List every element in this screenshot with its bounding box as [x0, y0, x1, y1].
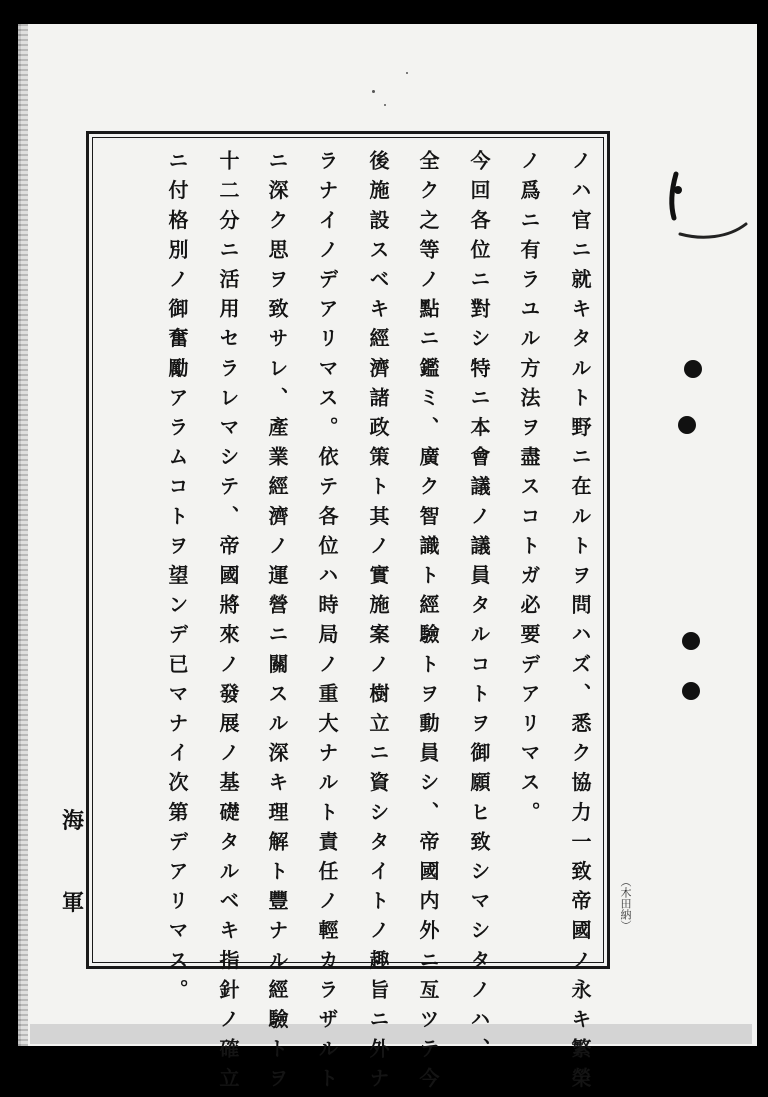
text-column-8: 十二分ニ活用セラレマシテ、帝國將來ノ發展ノ基礎タルベキ指針ノ確立 — [216, 150, 240, 1097]
handwritten-mark — [662, 160, 752, 250]
page-edge — [18, 24, 28, 1046]
text-column-4: 全ク之等ノ點ニ鑑ミ、廣ク智識ト經驗トヲ動員シ、帝國内外ニ亙ツテ今 — [416, 150, 440, 1097]
paper-speck — [384, 104, 386, 106]
text-column-9: ニ付格別ノ御奮勵アラムコトヲ望ンデ已マナイ次第デアリマス。 — [165, 150, 189, 1009]
text-column-5: 後施設スベキ經濟諸政策ト其ノ實施案ノ樹立ニ資シタイトノ趣旨ニ外ナ — [366, 150, 390, 1097]
stamp-label: （木田納） — [619, 875, 632, 931]
text-column-6: ラナイノデアリマス。依テ各位ハ時局ノ重大ナルト責任ノ輕カラザルト — [315, 150, 339, 1097]
text-column-3: 今回各位ニ對シ特ニ本會議ノ議員タルコトヲ御願ヒ致シマシタノハ、 — [467, 150, 491, 1068]
margin-label-bottom: 軍 — [61, 890, 84, 916]
text-column-7: ニ深ク思ヲ致サレ、產業經濟ノ運營ニ關スル深キ理解ト豐ナル經驗トヲ — [265, 150, 289, 1097]
punch-hole — [684, 360, 702, 378]
paper-speck — [372, 90, 375, 93]
margin-label-top: 海 — [61, 808, 84, 834]
text-column-2: ノ爲ニ有ラユル方法ヲ盡スコトガ必要デアリマス。 — [517, 150, 541, 831]
punch-hole — [682, 632, 700, 650]
punch-hole — [678, 416, 696, 434]
punch-hole — [682, 682, 700, 700]
text-column-1: ノハ官ニ就キタルト野ニ在ルトヲ問ハズ、悉ク協力一致帝國ノ永キ繁榮 — [568, 150, 592, 1097]
paper-speck — [406, 72, 408, 74]
